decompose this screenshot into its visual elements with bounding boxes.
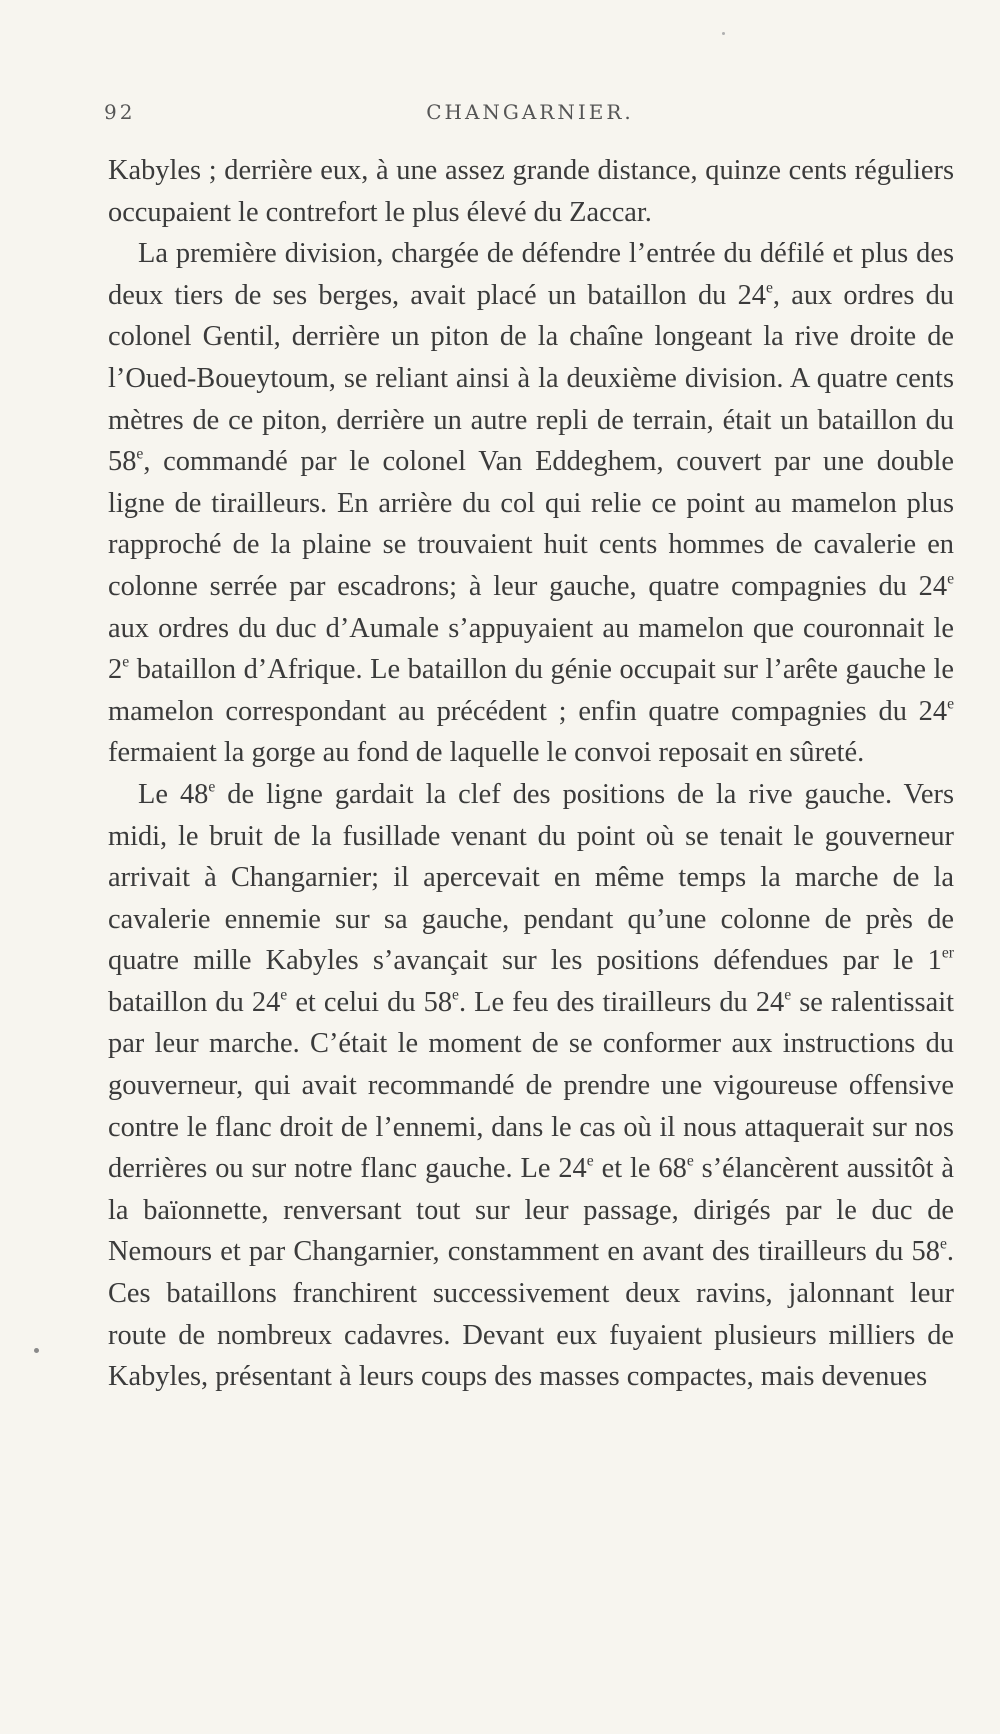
- text-run: se ralentissait par leur marche. C’était le moment de se conformer aux instructions du gouverneur, qui avait recommandé de prendre une vigoureuse offensive contre le flanc droit de l’ennemi, dans le cas où il nous attaquerait sur nos derrières ou sur notre flanc gauche. Le 24: [108, 986, 954, 1185]
- text-run: La première division, chargée de défendre l’entrée du défilé et plus des deux tiers de ses berges, avait placé un bataillon du 24: [108, 238, 954, 311]
- text-run: et le 68: [593, 1153, 687, 1185]
- text-run: bataillon d’Afrique. Le bataillon du génie occupait sur l’arête gauche le mamelon correspondant au précédent ; enfin quatre compagnies du 24: [108, 654, 954, 727]
- text-run: Le 48: [138, 778, 209, 810]
- ink-speck: [722, 32, 725, 35]
- superscript: er: [941, 944, 954, 962]
- page-number: 92: [104, 100, 136, 124]
- page-header: [104, 100, 956, 130]
- ink-speck: [34, 1348, 39, 1353]
- text-run: Kabyles ; derrière eux, à une assez grande distance, quinze cents réguliers occupaient le contrefort le plus élevé du Zaccar.: [108, 155, 954, 228]
- text-run: et celui du 58: [287, 986, 453, 1018]
- superscript: e: [208, 778, 216, 796]
- superscript: e: [280, 986, 288, 1004]
- superscript: e: [136, 445, 144, 463]
- text-run: aux ordres du duc d’Aumale s’appuyaient au mamelon que couronnait le 2: [108, 612, 954, 686]
- superscript: e: [947, 695, 954, 713]
- paragraph: [108, 774, 954, 1398]
- paragraph: [108, 233, 954, 774]
- superscript: e: [452, 986, 459, 1004]
- text-run: . Ces bataillons franchirent successivement deux ravins, jalonnant leur route de nombreux cadavres. Devant eux fuyaient plusieurs milliers de Kabyles, présentant à leurs coups des masses compactes, mais devenues: [108, 1236, 954, 1393]
- text-run: , commandé par le colonel Van Eddeghem, couvert par une double ligne de tirailleurs. En arrière du col qui relie ce point au mamelon plus rapproché de la plaine se trouvaient huit cents hommes de cavalerie en colonne serrée par escadrons; à leur gauche, quatre compagnies du 24: [108, 446, 954, 602]
- superscript: e: [784, 986, 792, 1004]
- text-run: . Le feu des tirailleurs du 24: [458, 986, 785, 1018]
- text-run: de ligne gardait la clef des positions de la rive gauche. Vers midi, le bruit de la fusillade venant du point où se tenait le gouverneur arrivait à Changarnier; il apercevait en même temps la marche de la cavalerie ennemie sur sa gauche, pendant qu’une colonne de près de quatre mille Kabyles s’avançait sur les positions défendues par le 1: [108, 778, 954, 977]
- text-run: s’élancèrent aussitôt à la baïonnette, renversant tout sur leur passage, dirigés par le duc de Nemours et par Changarnier, constamment en avant des tirailleurs du 58: [108, 1153, 954, 1268]
- superscript: e: [122, 653, 130, 671]
- superscript: e: [586, 1152, 594, 1170]
- text-run: bataillon du 24: [108, 986, 281, 1018]
- body-text: [108, 150, 954, 1398]
- paragraph: [108, 150, 954, 233]
- superscript: e: [947, 570, 954, 588]
- superscript: e: [686, 1152, 694, 1170]
- text-run: , aux ordres du colonel Gentil, derrière un piton de la chaîne longeant la rive droite de l’Oued-Boueytoum, se reliant ainsi à la deuxième division. A quatre cents mètres de ce piton, derrière un autre repli de terrain, était un bataillon du 58: [108, 279, 954, 478]
- running-title: CHANGARNIER.: [426, 100, 634, 124]
- text-run: fermaient la gorge au fond de laquelle le convoi reposait en sûreté.: [108, 737, 865, 769]
- superscript: e: [765, 279, 773, 297]
- superscript: e: [939, 1235, 947, 1253]
